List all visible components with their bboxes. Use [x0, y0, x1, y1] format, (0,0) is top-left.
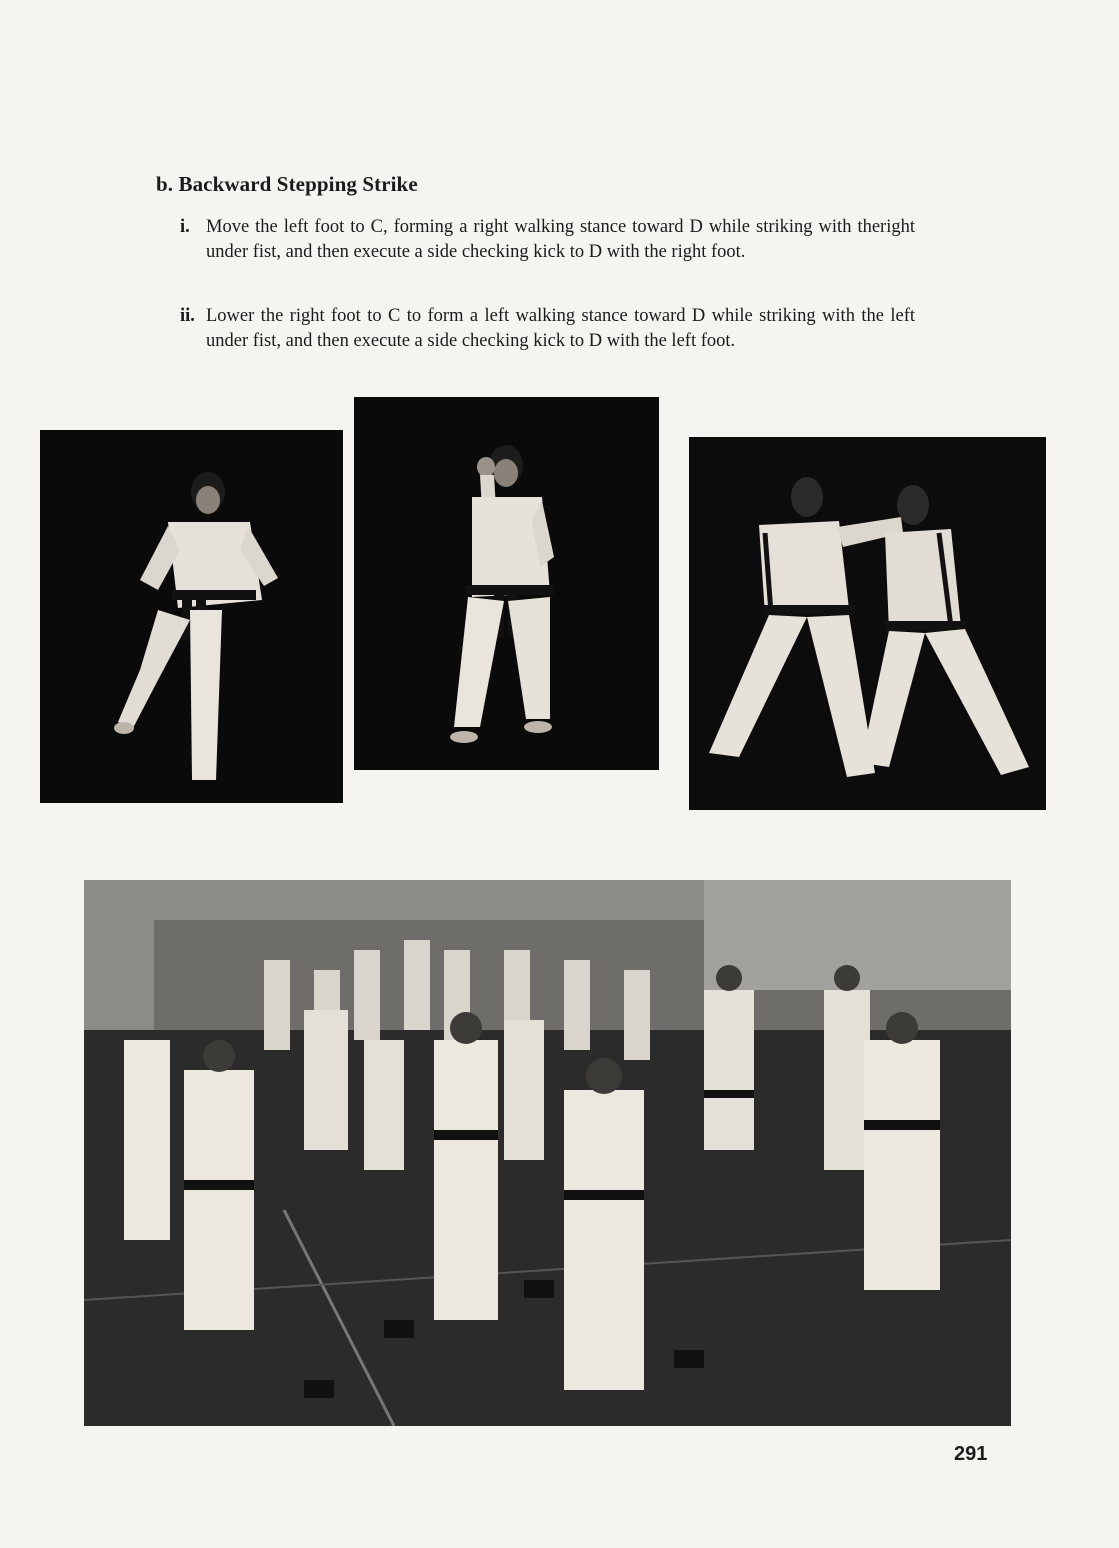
page-number: 291 — [954, 1443, 988, 1465]
step-item — [180, 215, 915, 264]
photo-sparring-pair — [689, 437, 1046, 810]
step-item — [180, 304, 915, 353]
photo-under-fist-strike — [354, 397, 659, 770]
step-text: Move the left foot to C, forming a right walking stance toward D while striking with theright under fist, and then execute a side checking kick to D with the right foot. — [206, 217, 915, 262]
step-number: ii. — [180, 306, 195, 326]
section-heading: b. Backward Stepping Strike — [156, 172, 418, 196]
photo-group-class — [84, 880, 1011, 1426]
step-number: i. — [180, 217, 190, 237]
step-text: Lower the right foot to C to form a left walking stance toward D while striking with the left under fist, and then execute a side checking kick to D with the left foot. — [206, 306, 915, 351]
photo-side-checking-kick — [40, 430, 343, 803]
